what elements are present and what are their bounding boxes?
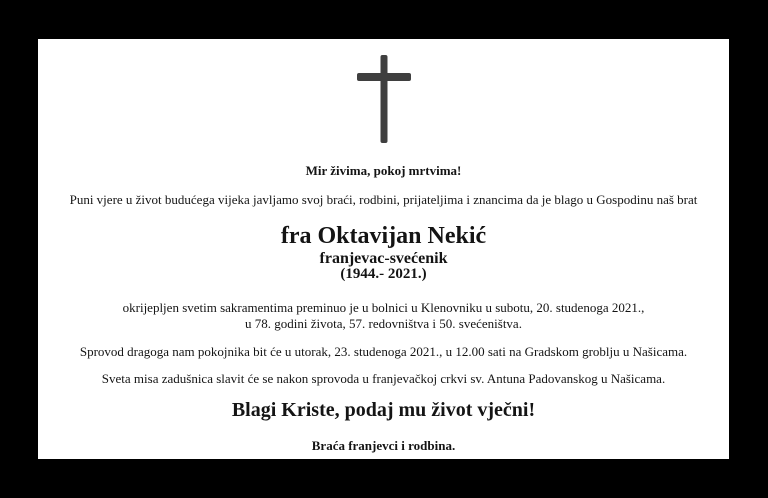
latin-cross-icon [356, 55, 412, 143]
death-details [38, 300, 729, 331]
birth-death-years: (1944.- 2021.) [340, 266, 427, 282]
memorial-mass-details: Sveta misa zadušnica slavit će se nakon sprovoda u franjevačkoj crkvi sv. Antuna Padovanskog u Našicama. [101, 371, 666, 386]
cross-horizontal-bar [357, 73, 411, 81]
closing-prayer: Blagi Kriste, podaj mu život vječni! [231, 399, 536, 421]
deceased-name: fra Oktavijan Nekić [280, 223, 487, 249]
death-details-line-2: u 78. godini života, 57. redovništva i 50. svećeništva. [245, 315, 522, 331]
announcement-intro: Puni vjere u život budućega vijeka javljamo svoj braći, rodbini, prijateljima i znancima da je blago u Gospodinu naš brat [69, 192, 698, 207]
mourners-signature: Braća franjevci i rodbina. [311, 438, 456, 453]
deceased-role: franjevac-svećenik [319, 250, 448, 267]
motto-line: Mir živima, pokoj mrtvima! [305, 163, 462, 178]
death-details-line-1: okrijepljen svetim sakramentima preminuo je u bolnici u Klenovniku u subotu, 20. studenoga 2021., [122, 300, 645, 315]
obituary-card [38, 39, 729, 459]
funeral-details: Sprovod dragoga nam pokojnika bit će u utorak, 23. studenoga 2021., u 12.00 sati na Gradskom groblju u Našicama. [79, 344, 688, 359]
cross-vertical-bar [380, 55, 387, 143]
